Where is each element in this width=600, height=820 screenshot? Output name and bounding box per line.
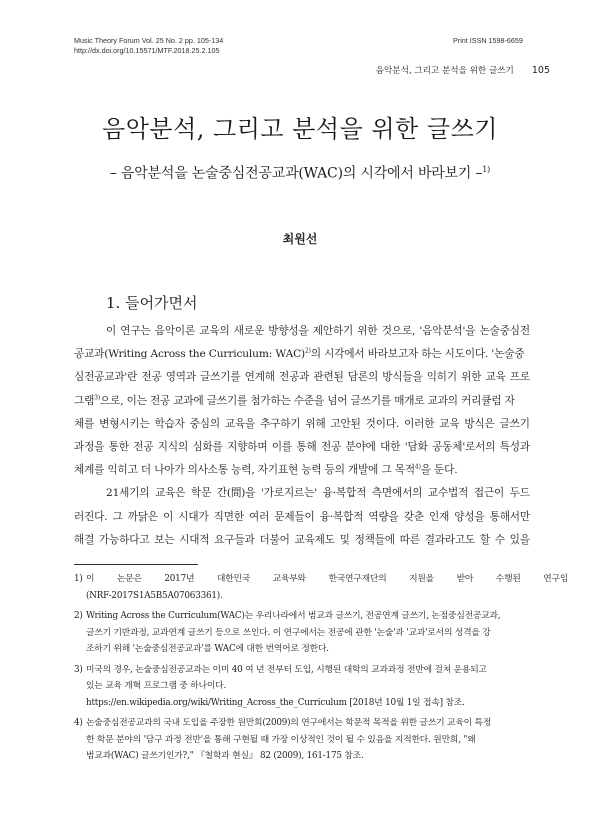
word: 교육 xyxy=(439,417,460,430)
word: 매개로 xyxy=(394,394,425,407)
subtitle-footnote-ref[interactable]: 1) xyxy=(482,165,491,174)
word: 전공 xyxy=(320,440,342,453)
word: 역량을 xyxy=(368,510,399,523)
word: 프로 xyxy=(509,371,530,384)
word: 측면에서의 xyxy=(371,487,423,500)
word: 학문 xyxy=(190,487,212,500)
body-line xyxy=(74,390,530,413)
word: 나아가 xyxy=(154,464,185,477)
word: 음악이론 xyxy=(154,325,196,337)
word: 제안하기 xyxy=(312,325,354,337)
word: 바라보고자 xyxy=(367,348,419,361)
word: 능력, xyxy=(231,464,255,477)
word: 위한 xyxy=(461,371,482,384)
word: 교과에 xyxy=(173,394,204,407)
word: 영역과 xyxy=(165,371,196,384)
word: 러진다. xyxy=(74,510,108,523)
word: 더 xyxy=(140,464,151,477)
word: 전공과 xyxy=(279,371,310,384)
running-head xyxy=(340,64,550,76)
word: 고안된 xyxy=(330,417,361,430)
word: 등의 xyxy=(324,464,345,477)
footnote-number: 2) xyxy=(74,611,83,621)
journal-doi[interactable]: http://dx.doi.org/10.15571/MTF.2018.25.2.105 xyxy=(74,46,220,55)
footnote-text: 범교과(WAC) 글쓰기인가?," 『철학과 현실』 82 (2009), 161-175 참조. xyxy=(86,751,364,761)
word: 가능하다고 xyxy=(98,533,150,546)
word: 수 xyxy=(494,533,505,546)
word: 방향성을 xyxy=(268,325,309,337)
footnote-divider xyxy=(74,564,198,565)
word: 논술중심전 xyxy=(479,325,530,337)
word: the xyxy=(188,348,206,361)
word: 넘어 xyxy=(327,394,348,407)
word: 교육 xyxy=(485,371,506,384)
word: 글쓰기를 xyxy=(200,371,241,384)
word: 공동체'로서의 xyxy=(432,440,496,453)
footnote-text: 논술중심전공교과의 국내 도입을 주장한 원만희(2009)의 연구에서는 학문적 목적을 위한 글쓰기 교육이 특정 xyxy=(86,718,492,728)
word: 교과의 xyxy=(427,394,458,407)
word: 정책들에 xyxy=(354,533,395,546)
word: Across xyxy=(150,348,186,361)
body-line xyxy=(74,436,530,459)
word: 특성과 xyxy=(499,440,530,453)
word: 간(間)을 xyxy=(216,487,256,500)
word: 목적 xyxy=(394,464,415,477)
word: 학습자 xyxy=(154,417,185,430)
footnote-text: 조하기 위해 '논술중심전공교과'를 WAC에 대한 번역어로 정한다. xyxy=(86,644,329,654)
word: 커리큘럼 xyxy=(461,394,502,407)
word: 교수법적 xyxy=(427,487,469,500)
word: 글쓰기 xyxy=(499,417,530,430)
word: 글쓰기를 xyxy=(350,394,391,407)
word: 위한 xyxy=(357,325,378,337)
footnote-text: 글쓰기 기반과정, 교과연계 글쓰기 등으로 쓰인다. 이 연구에서는 전공에 관한 '논술'과 '교과'로서의 성격을 강 xyxy=(86,627,491,638)
word: 전공 xyxy=(141,371,162,384)
word: 능력 xyxy=(301,464,322,477)
word: 하는 xyxy=(421,348,442,361)
footnote-text: 있는 교육 개혁 프로그램 중 하나이다. xyxy=(86,681,227,691)
word: 그 xyxy=(112,510,123,523)
word: 연구는 xyxy=(120,325,151,337)
word: 익히고 xyxy=(107,464,138,477)
word: 자기표현 xyxy=(257,464,299,477)
word: '가로지르는' xyxy=(261,487,317,500)
word: 21세기의 xyxy=(106,487,150,500)
word: 방식들을 xyxy=(382,371,423,384)
word: 여러 xyxy=(249,510,270,523)
word: 인재 xyxy=(429,510,450,523)
word: 심화를 xyxy=(192,440,223,453)
word: 시각에서 xyxy=(324,348,365,361)
word: 교육을 xyxy=(224,417,256,430)
word: 접근이 xyxy=(473,487,505,500)
body-line xyxy=(74,459,530,482)
word: 담론의 xyxy=(347,371,379,384)
word: 시도이다. xyxy=(444,348,489,361)
word: '논술중 xyxy=(491,348,525,361)
word: 의사소통 xyxy=(187,464,228,477)
word: WAC) xyxy=(275,348,306,361)
word: 보는 xyxy=(154,533,175,546)
word: 융·복합적 xyxy=(319,510,364,523)
footnote xyxy=(74,608,534,658)
word: 시대적 xyxy=(179,533,210,546)
footnote-text: Writing Across the Curriculum(WAC)는 우리나라에서 범교과 글쓰기, 전공연계 글쓰기, 논점중심전공교과, xyxy=(86,611,501,621)
word: 을 xyxy=(420,464,431,477)
footnote xyxy=(74,715,534,765)
word: 지향하며 xyxy=(227,440,268,453)
word: 시대가 xyxy=(178,510,209,523)
footnote xyxy=(74,662,534,712)
journal-issn: Print ISSN 1598-6659 xyxy=(453,36,523,45)
word: 요구들과 xyxy=(214,533,255,546)
word: 수준을 xyxy=(293,394,325,407)
word: 융·복합적 xyxy=(322,487,367,500)
word: 이는 xyxy=(126,394,147,407)
footnote-number: 4) xyxy=(74,718,83,728)
word: 전공 xyxy=(133,440,154,453)
running-head-title: 음악분석, 그리고 분석을 위한 글쓰기 xyxy=(375,66,514,76)
word: 으로, xyxy=(100,394,124,407)
word: 결과라고도 xyxy=(424,533,476,546)
word: 새로운 xyxy=(233,325,265,337)
word: 두드 xyxy=(509,487,530,500)
body-line xyxy=(74,506,530,529)
footnote-text: https://en.wikipedia.org/wiki/Writing_Across_the_Curriculum [2018년 10월 1일 접속] 참조. xyxy=(86,697,465,708)
word: Curriculum: xyxy=(208,348,273,361)
word: 추구하기 xyxy=(260,417,301,430)
word: 대한 xyxy=(380,440,401,453)
word: 갖춘 xyxy=(403,510,424,523)
paper-subtitle xyxy=(70,160,530,184)
word: 심전공교과'란 xyxy=(74,371,138,384)
word: 할 xyxy=(479,533,491,546)
footnotes xyxy=(74,571,569,765)
word: 자 xyxy=(504,394,515,407)
body-text xyxy=(74,320,530,552)
word: 방식은 xyxy=(464,417,495,430)
word: 이러한 xyxy=(404,417,435,430)
word: 직면한 xyxy=(213,510,244,523)
word: 둔다. xyxy=(434,464,458,477)
footnote-ref[interactable]: 3) xyxy=(94,394,101,402)
word: 양성을 xyxy=(454,510,485,523)
word: 글쓰기를 xyxy=(206,394,248,407)
subtitle-text: – 음악분석을 논술중심전공교과(WAC)의 시각에서 바라보기 – xyxy=(109,165,483,182)
word: 이 xyxy=(163,510,174,523)
journal-citation: Music Theory Forum Vol. 25 No. 2 pp. 105-134 xyxy=(74,36,224,45)
section-heading: 1. 들어가면서 xyxy=(106,294,198,312)
word: 교육은 xyxy=(155,487,186,500)
body-line xyxy=(74,320,530,343)
word: 변형시키는 xyxy=(99,417,150,430)
word: 문제들이 xyxy=(274,510,315,523)
word: '음악분석'을 xyxy=(419,325,476,337)
footnote-number: 1) xyxy=(74,574,83,584)
word: 과정을 xyxy=(74,440,105,453)
journal-header xyxy=(74,36,223,56)
word: 따른 xyxy=(399,533,420,546)
word: 중심의 xyxy=(189,417,220,430)
footnote-text: 이 논문은 2017년 대한민국 교육부와 한국연구재단의 지원을 받아 수행된 연구임 xyxy=(86,574,569,584)
paper-title: 음악분석, 그리고 분석을 위한 글쓰기 xyxy=(102,115,498,143)
page-number: 105 xyxy=(531,65,550,76)
footnote xyxy=(74,571,569,604)
word: 더불어 xyxy=(259,533,290,546)
footnote-text: 미국의 경우, 논술중심전공교과는 이미 40 여 년 전부터 도입, 시행된 대학의 교과과정 전반에 걸쳐 운용되고 xyxy=(86,664,487,675)
word: 교육제도 xyxy=(294,533,335,546)
word: 이를 xyxy=(271,440,292,453)
footnote-ref[interactable]: 4) xyxy=(414,463,421,471)
word: 지식의 xyxy=(157,440,189,453)
word: 그램 xyxy=(74,394,95,407)
footnote-text: 한 학문 분야의 '담구 과정 전반'을 통해 구현될 때 가장 이상적인 것이 될 수 있음을 지적한다. 원만희, "왜 xyxy=(86,734,476,745)
word: 첨가하는 xyxy=(250,394,291,407)
word: 교육의 xyxy=(199,325,230,337)
word: 것으로, xyxy=(381,325,416,337)
footnote-text: (NRF-2017S1A5B5A07063361). xyxy=(86,590,223,601)
word: '담화 xyxy=(404,440,428,453)
word: 연계해 xyxy=(244,371,275,384)
word: 통해서만 xyxy=(489,510,530,523)
word: 개발에 xyxy=(348,464,379,477)
word: 것이다. xyxy=(365,417,400,430)
word: 익히기 xyxy=(426,371,457,384)
word: 해결 xyxy=(74,533,95,546)
body-line xyxy=(74,529,530,552)
word: 및 xyxy=(339,533,350,546)
word: 이 xyxy=(106,325,117,337)
word: 체를 xyxy=(74,417,95,430)
word: 공교과(Writing xyxy=(74,348,148,361)
footnote-ref[interactable]: 2) xyxy=(305,347,311,355)
word: 관련된 xyxy=(313,371,344,384)
body-line xyxy=(74,366,530,389)
author-name: 최원선 xyxy=(282,232,318,246)
word: 통한 xyxy=(108,440,129,453)
word: 통해 xyxy=(296,440,317,453)
body-line xyxy=(74,482,530,505)
body-line xyxy=(74,343,530,366)
word: 분야에 xyxy=(345,440,376,453)
word: 전공 xyxy=(149,394,171,407)
word: 그 xyxy=(381,464,392,477)
body-line xyxy=(74,413,530,436)
word: 의 xyxy=(310,348,321,361)
word: 까닭은 xyxy=(127,510,159,523)
word: 체계를 xyxy=(74,464,105,477)
footnote-number: 3) xyxy=(74,664,83,675)
word: 있을 xyxy=(509,533,530,546)
word: 위해 xyxy=(305,417,326,430)
